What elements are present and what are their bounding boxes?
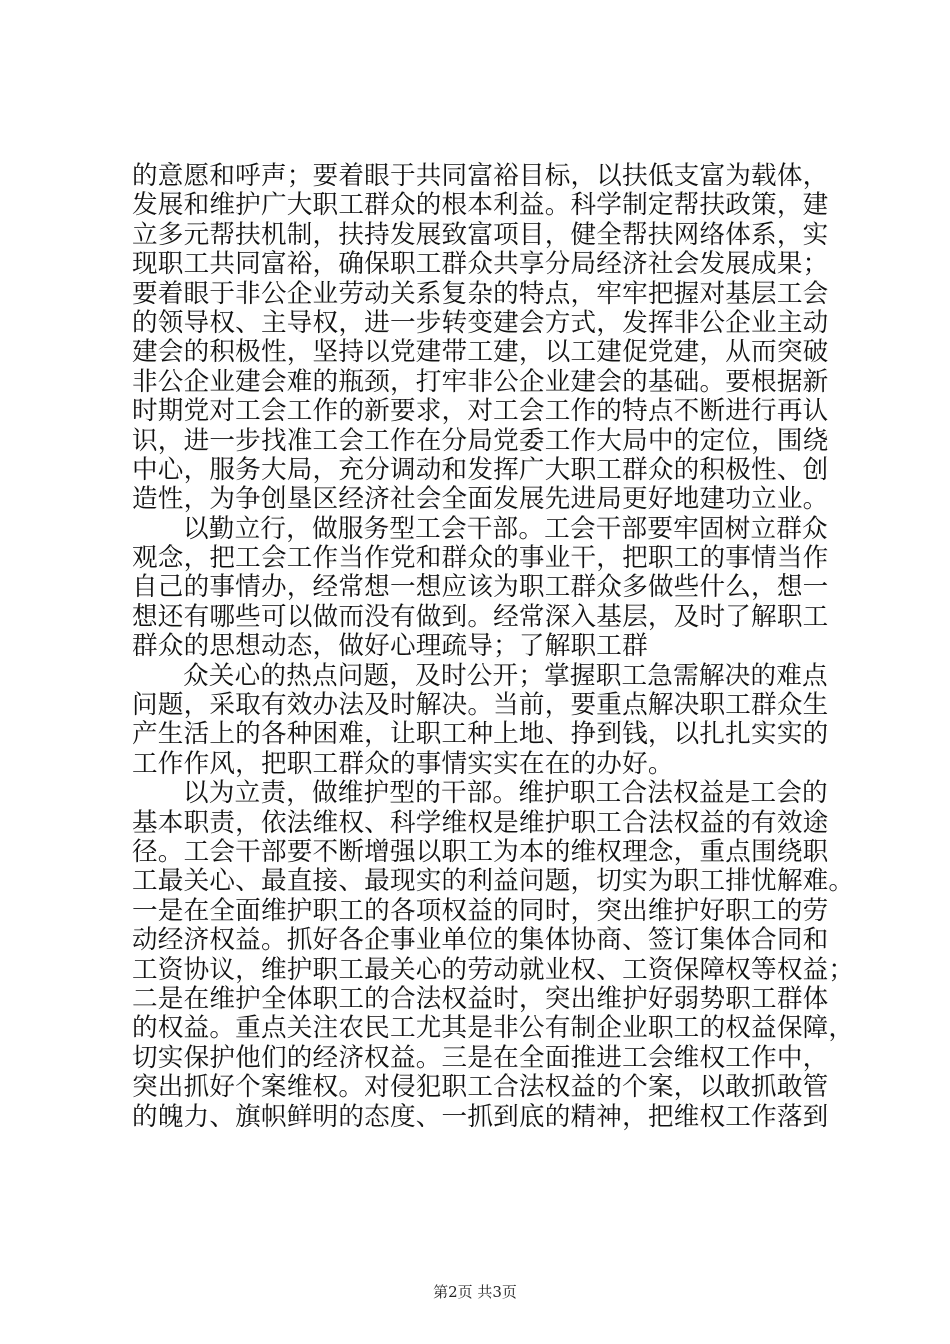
text-line: 的魄力、旗帜鲜明的态度、一抓到底的精神，把维权工作落到 <box>132 1101 829 1132</box>
text-line: 一是在全面维护职工的各项权益的同时，突出维护好职工的劳 <box>132 895 829 926</box>
text-line: 要着眼于非公企业劳动关系复杂的特点，牢牢把握对基层工会 <box>132 278 829 309</box>
text-line: 群众的思想动态，做好心理疏导；了解职工群 <box>132 631 648 662</box>
text-line: 发展和维护广大职工群众的根本利益。科学制定帮扶政策，建 <box>132 190 829 221</box>
text-line: 自己的事情办，经常想一想应该为职工群众多做些什么，想一 <box>132 572 829 603</box>
text-line: 的领导权、主导权，进一步转变建会方式，发挥非公企业主动 <box>132 307 829 338</box>
text-line: 立多元帮扶机制，扶持发展致富项目，健全帮扶网络体系，实 <box>132 219 829 250</box>
text-line: 非公企业建会难的瓶颈，打牢非公企业建会的基础。要根据新 <box>132 366 829 397</box>
text-line: 现职工共同富裕，确保职工群众共享分局经济社会发展成果； <box>132 249 829 280</box>
page-footer <box>0 1283 950 1301</box>
text-line: 观念，把工会工作当作党和群众的事业干，把职工的事情当作 <box>132 543 829 574</box>
text-line: 突出抓好个案维权。对侵犯职工合法权益的个案，以敢抓敢管 <box>132 1072 829 1103</box>
text-line: 时期党对工会工作的新要求，对工会工作的特点不断进行再认 <box>132 396 829 427</box>
text-line: 问题，采取有效办法及时解决。当前，要重点解决职工群众生 <box>132 690 829 721</box>
text-line: 中心，服务大局，充分调动和发挥广大职工群众的积极性、创 <box>132 454 829 485</box>
text-line: 造性，为争创垦区经济社会全面发展先进局更好地建功立业。 <box>132 484 829 515</box>
text-line: 工作作风，把职工群众的事情实实在在的办好。 <box>132 748 674 779</box>
text-line: 产生活上的各种困难，让职工种上地、挣到钱，以扎扎实实的 <box>132 719 829 750</box>
text-line: 的权益。重点关注农民工尤其是非公有制企业职工的权益保障， <box>132 1013 855 1044</box>
text-line: 识，进一步找准工会工作在分局党委工作大局中的定位，围绕 <box>132 425 829 456</box>
paragraph-first-line: 众关心的热点问题，及时公开；掌握职工急需解决的难点 <box>183 660 828 691</box>
text-line: 想还有哪些可以做而没有做到。经常深入基层，及时了解职工 <box>132 601 829 632</box>
text-line: 径。工会干部要不断增强以职工为本的维权理念，重点围绕职 <box>132 836 829 867</box>
text-line: 的意愿和呼声；要着眼于共同富裕目标，以扶低支富为载体， <box>132 161 829 191</box>
page-number-label: 第2页 共3页 <box>433 1283 517 1301</box>
text-line: 工资协议，维护职工最关心的劳动就业权、工资保障权等权益； <box>132 954 855 985</box>
paragraph-first-line: 以勤立行，做服务型工会干部。工会干部要牢固树立群众 <box>183 513 828 544</box>
text-line: 二是在维护全体职工的合法权益时，突出维护好弱势职工群体 <box>132 983 829 1014</box>
text-line: 切实保护他们的经济权益。三是在全面推进工会维权工作中， <box>132 1042 829 1073</box>
paragraph-first-line: 以为立责，做维护型的干部。维护职工合法权益是工会的 <box>183 778 828 809</box>
document-body <box>132 161 855 1132</box>
text-line: 动经济权益。抓好各企事业单位的集体协商、签订集体合同和 <box>132 925 829 956</box>
text-line: 建会的积极性，坚持以党建带工建，以工建促党建，从而突破 <box>132 337 829 368</box>
text-line: 工最关心、最直接、最现实的利益问题，切实为职工排忧解难。 <box>132 866 855 897</box>
text-line: 基本职责，依法维权、科学维权是维护职工合法权益的有效途 <box>132 807 829 838</box>
